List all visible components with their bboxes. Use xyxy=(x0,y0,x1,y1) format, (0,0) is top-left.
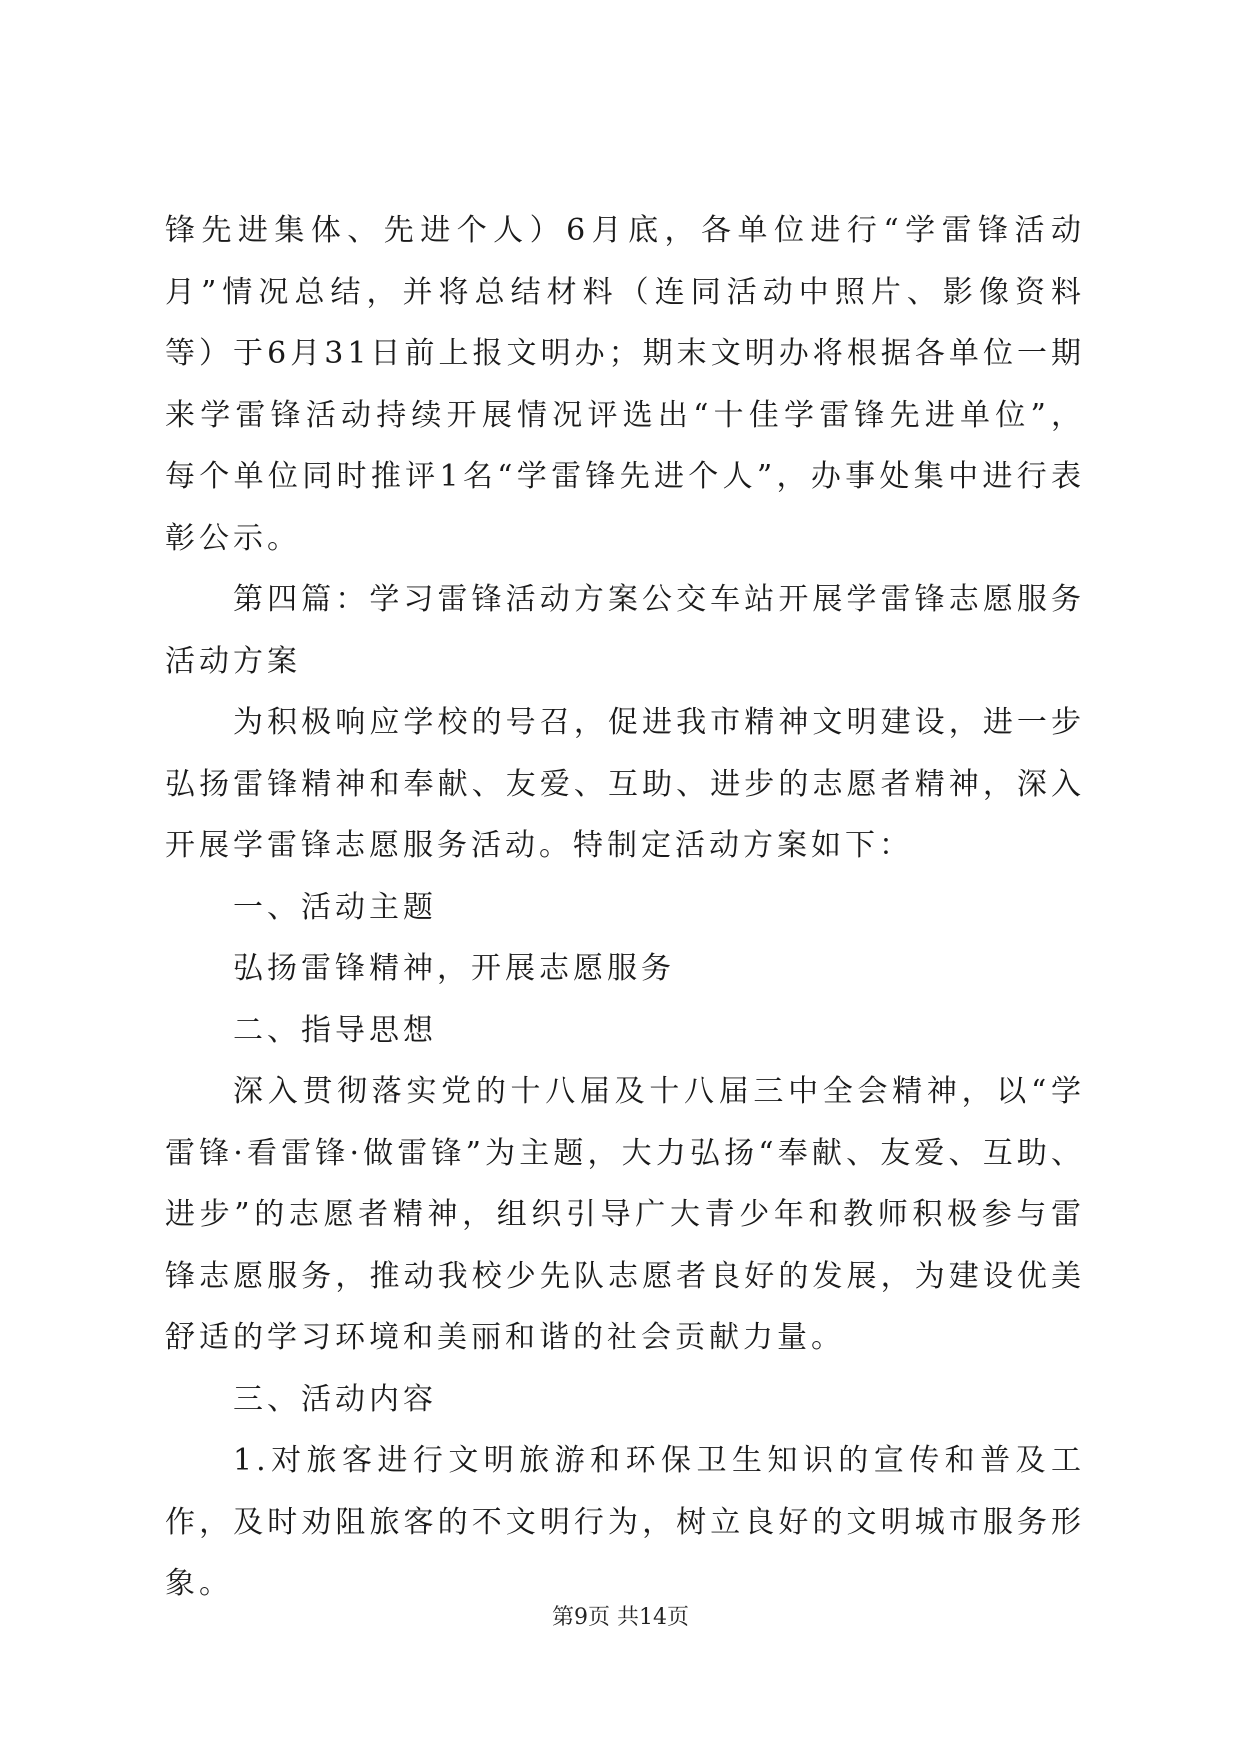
paragraph-continuation: 锋先进集体、先进个人）6月底，各单位进行“学雷锋活动月”情况总结，并将总结材料（连同活动中照片、影像资料等）于6月31日前上报文明办；期末文明办将根据各单位一期来学雷锋活动持续开展情况评选出“十佳学雷锋先进单位”，每个单位同时推评1名“学雷锋先进个人”，办事处集中进行表彰公示。 xyxy=(165,213,1085,556)
paragraph-introduction: 为积极响应学校的号召，促进我市精神文明建设，进一步弘扬雷锋精神和奉献、友爱、互助、进步的志愿者精神，深入开展学雷锋志愿服务活动。特制定活动方案如下： xyxy=(165,705,1085,863)
paragraph-activity-theme: 弘扬雷锋精神，开展志愿服务 xyxy=(233,951,675,986)
heading-guiding-ideology: 二、指导思想 xyxy=(233,1012,437,1048)
paragraph-guiding-ideology: 深入贯彻落实党的十八届及十八届三中全会精神，以“学雷锋·看雷锋·做雷锋”为主题，大力弘扬“奉献、友爱、互助、进步”的志愿者精神，组织引导广大青少年和教师积极参与雷锋志愿服务，推动我校少先队志愿者良好的发展，为建设优美舒适的学习环境和美丽和谐的社会贡献力量。 xyxy=(165,1074,1085,1355)
heading-activity-theme: 一、活动主题 xyxy=(233,889,437,925)
document-body xyxy=(165,200,1085,1615)
paragraph-activity-content-item-1: 1.对旅客进行文明旅游和环保卫生知识的宣传和普及工作，及时劝阻旅客的不文明行为，树立良好的文明城市服务形象。 xyxy=(165,1443,1085,1601)
section-heading-fourth-article: 第四篇：学习雷锋活动方案公交车站开展学雷锋志愿服务活动方案 xyxy=(165,582,1085,679)
heading-activity-content: 三、活动内容 xyxy=(233,1381,437,1417)
page-number-footer: 第9页 共14页 xyxy=(552,1605,689,1630)
